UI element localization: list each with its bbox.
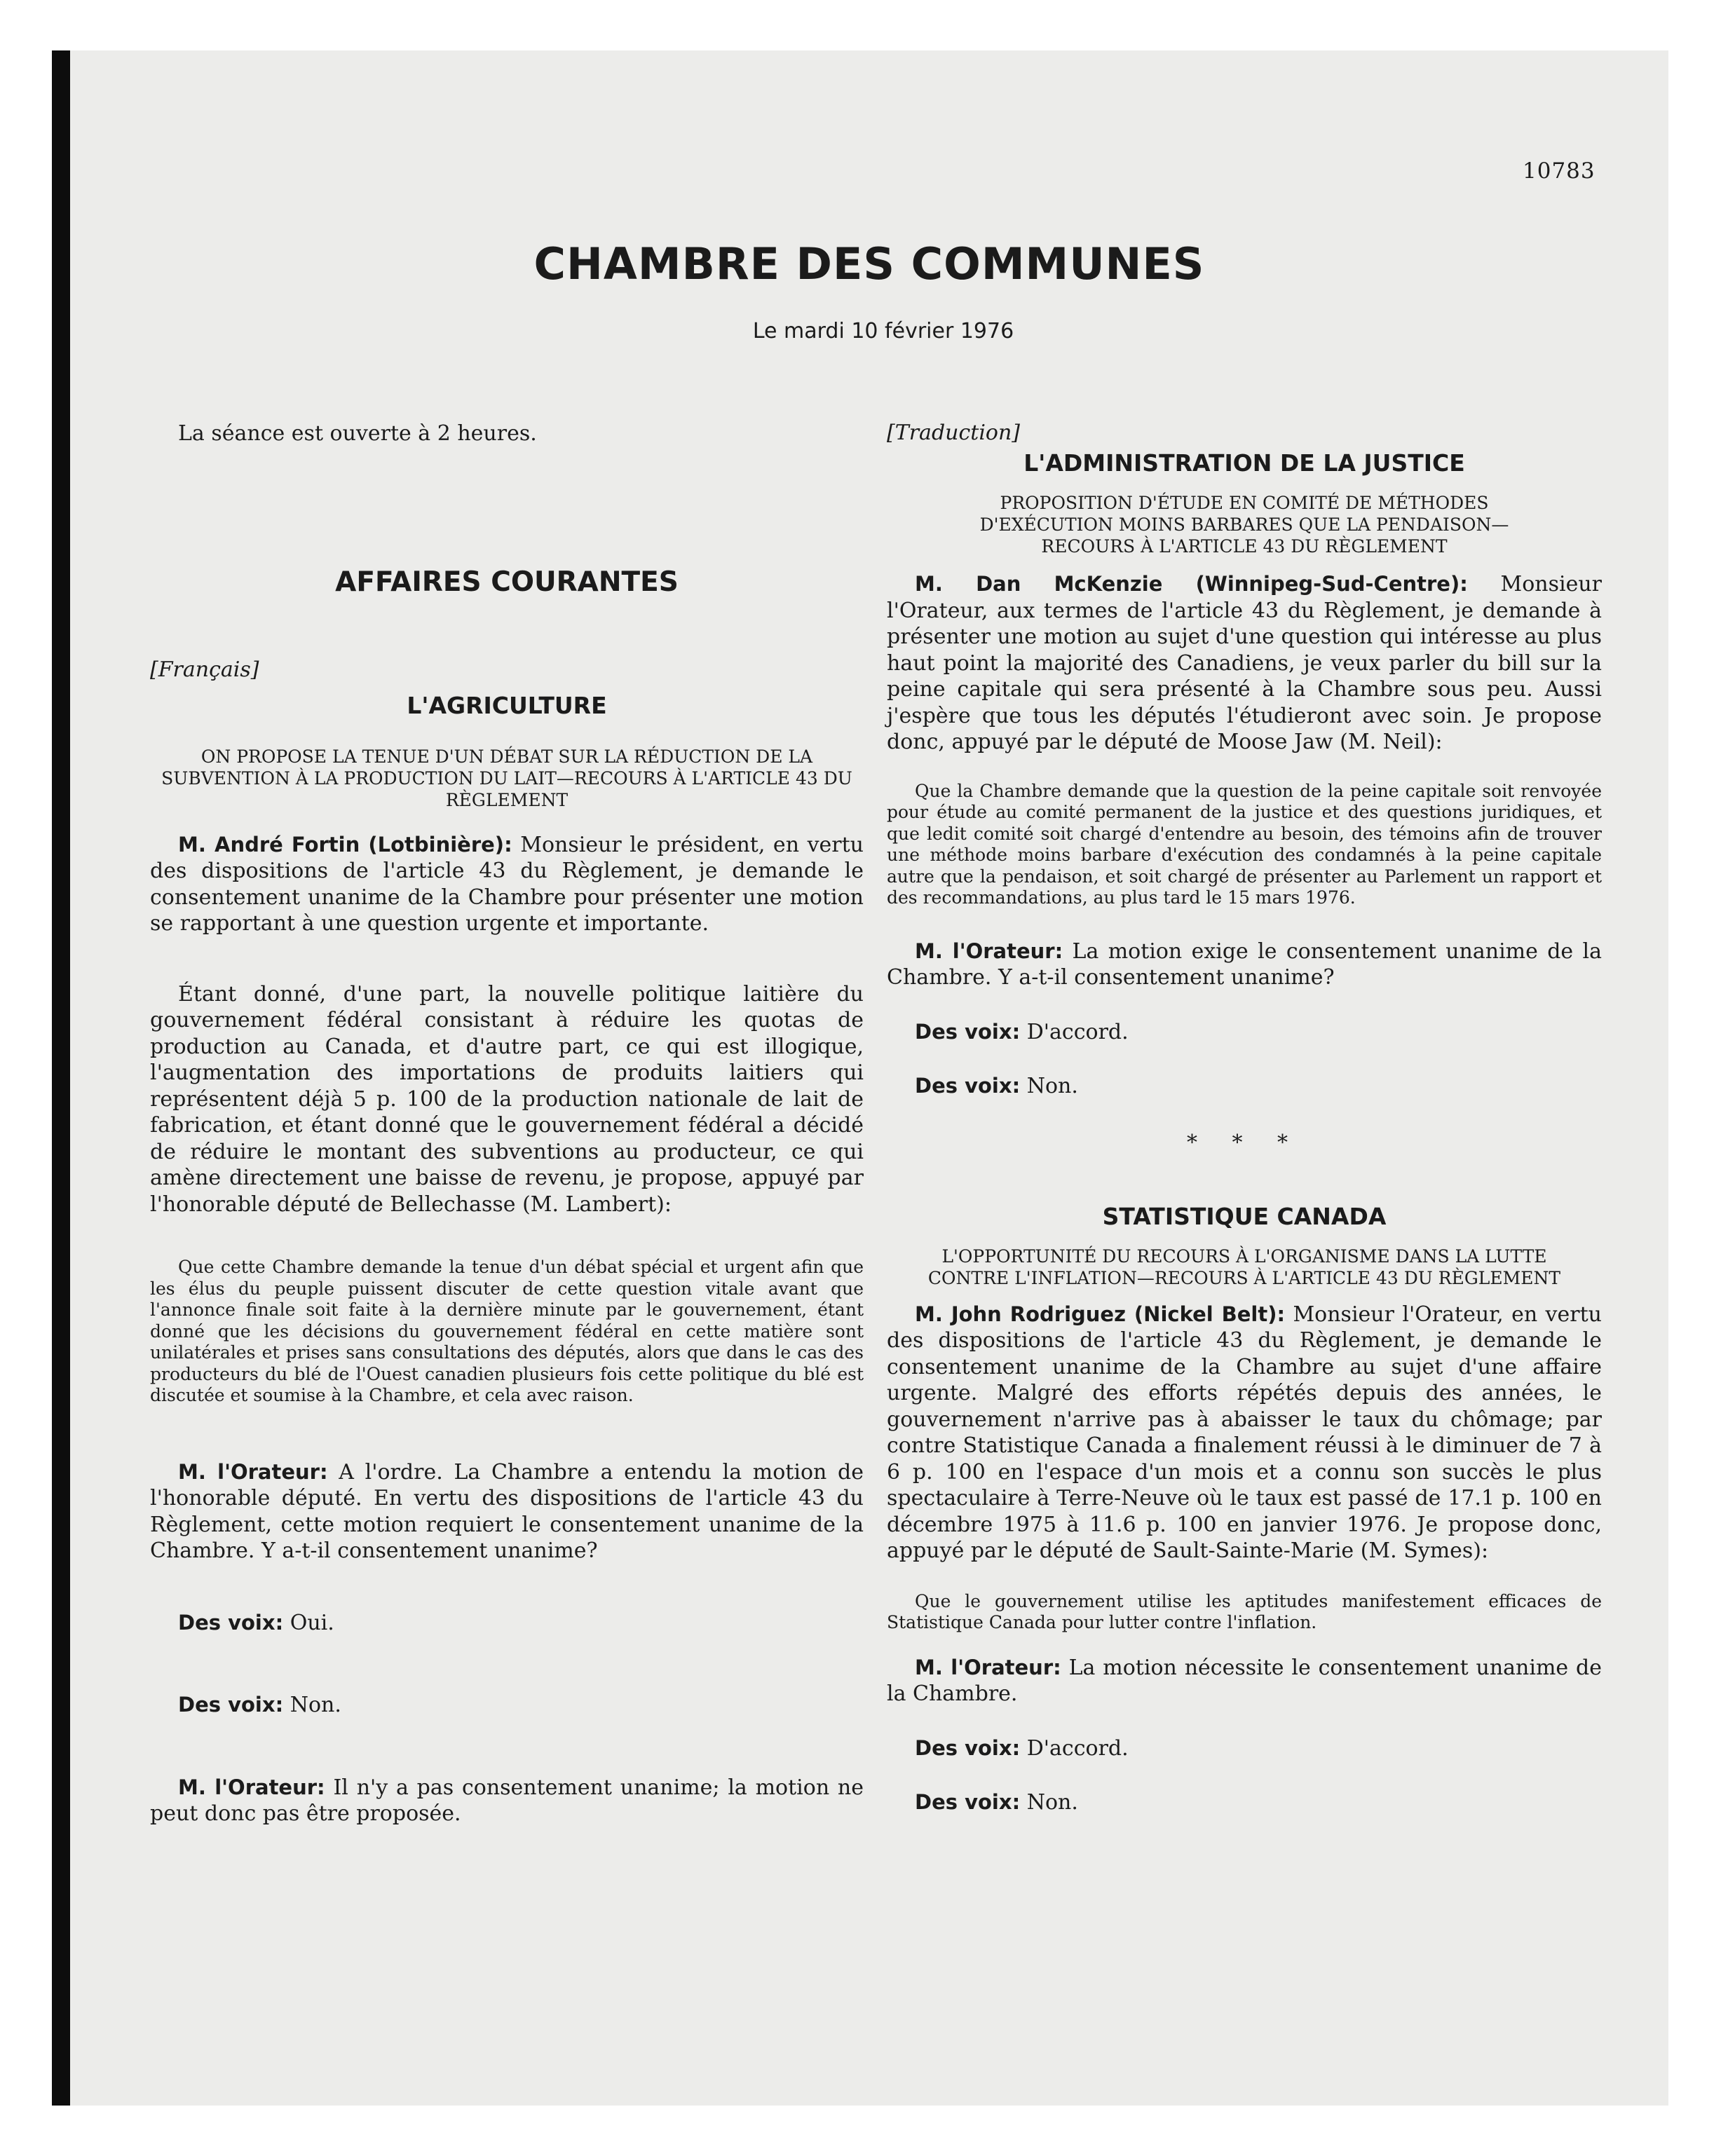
speech-text: A l'ordre. La Chambre a entendu la motion de l'honorable député. En vertu des dispositions de l'article 43 du Règlement, cette motion requiert le consentement unanime de la Chambre. Y a-t-il consentement unanime?	[150, 1459, 864, 1563]
language-note: [Traduction]	[887, 421, 1021, 445]
section-heading: AFFAIRES COURANTES	[335, 566, 679, 598]
topic-heading: L'ADMINISTRATION DE LA JUSTICE	[1023, 449, 1465, 477]
opening-line: La séance est ouverte à 2 heures.	[178, 421, 537, 446]
speaker-name: Des voix:	[178, 1693, 284, 1717]
speech-paragraph	[887, 939, 1602, 991]
speech-text: D'accord.	[1026, 1019, 1129, 1044]
motion-text: Que la Chambre demande que la question de la peine capitale soit renvoyée pour étude au comité permanent de la justice et des questions juridiques, et que ledit comité soit chargé d'entendre au besoin, des témoins afin de trouver une méthode moins barbare d'exécution des condamnés à la peine capitale autre que la pendaison, et soit chargé de présenter au Parlement un rapport et des recommandations, au plus tard le 15 mars 1976.	[887, 780, 1602, 908]
speaker-name: Des voix:	[178, 1610, 284, 1635]
speech-text: D'accord.	[1026, 1735, 1129, 1761]
voices-line	[887, 1019, 1602, 1046]
speech-text: Non.	[290, 1693, 341, 1717]
topic-heading: STATISTIQUE CANADA	[1102, 1202, 1387, 1230]
speech-text: Monsieur l'Orateur, aux termes de l'article 43 du Règlement, je demande à présenter une motion au sujet d'une question qui intéresse au plus haut point la majorité des Canadiens, je veux parler du bill sur la peine capitale qui sera présenté à la Chambre sous peu. Aussi j'espère que tous les députés l'étudieront avec soin. Je propose donc, appuyé par le député de Moose Jaw (M. Neil):	[887, 572, 1602, 754]
speech-paragraph	[887, 1655, 1602, 1707]
sitting-date: Le mardi 10 février 1976	[752, 319, 1014, 343]
speaker-name: M. John Rodriguez (Nickel Belt):	[915, 1302, 1286, 1326]
speaker-name: M. André Fortin (Lotbinière):	[178, 832, 512, 857]
left-column	[150, 421, 864, 1827]
speech-text: Non.	[1026, 1074, 1078, 1098]
speech-text: Il n'y a pas consentement unanime; la motion ne peut donc pas être proposée.	[150, 1775, 864, 1826]
speaker-name: Des voix:	[915, 1019, 1021, 1044]
voices-line	[150, 1692, 864, 1719]
speech-text: La motion nécessite le consentement unanime de la Chambre.	[887, 1655, 1603, 1706]
section-separator: * * *	[1186, 1130, 1302, 1155]
speaker-name: M. l'Orateur:	[915, 1655, 1061, 1679]
speech-paragraph	[150, 832, 864, 937]
scan-binding-edge	[52, 50, 70, 2106]
speaker-name: M. l'Orateur:	[178, 1459, 328, 1484]
topic-subheading: ON PROPOSE LA TENUE D'UN DÉBAT SUR LA RÉDUCTION DE LA SUBVENTION À LA PRODUCTION DU LAIT—RECOURS À L'ARTICLE 43 DU RÈGLEMENT	[161, 746, 852, 810]
page-number: 10783	[1523, 158, 1595, 184]
speaker-name: Des voix:	[915, 1074, 1021, 1098]
speech-text: Oui.	[290, 1610, 334, 1635]
speaker-name: M. l'Orateur:	[178, 1775, 325, 1799]
speech-paragraph	[887, 1302, 1602, 1564]
right-column	[887, 421, 1602, 1816]
speech-paragraph	[887, 571, 1602, 756]
motion-text: Que cette Chambre demande la tenue d'un débat spécial et urgent afin que les élus du peuple puissent discuter de cette question vitale avant que l'annonce finale soit faite à la dernière minute par le gouvernement, étant donné que les décisions du gouvernement fédéral en cette matière sont unilatérales et prises sans consultations des députés, alors que dans le cas des producteurs du blé de l'Ouest canadien plusieurs fois cette politique du blé est discutée et soumise à la Chambre, et cela avec raison.	[150, 1257, 864, 1405]
speech-text: Monsieur le président, en vertu des dispositions de l'article 43 du Règlement, je demande le consentement unanime de la Chambre pour présenter une motion se rapportant à une question urgente et importante.	[150, 832, 864, 936]
speaker-name: Des voix:	[915, 1735, 1021, 1760]
voices-line	[150, 1610, 864, 1637]
speech-paragraph	[150, 1459, 864, 1564]
topic-subheading: L'OPPORTUNITÉ DU RECOURS À L'ORGANISME DANS LA LUTTE CONTRE L'INFLATION—RECOURS À L'ARTICLE 43 DU RÈGLEMENT	[927, 1246, 1561, 1288]
voices-line	[887, 1735, 1602, 1762]
page-title: CHAMBRE DES COMMUNES	[533, 238, 1205, 289]
speaker-name: Des voix:	[915, 1790, 1021, 1814]
motion-text: Que le gouvernement utilise les aptitudes manifestement efficaces de Statistique Canada pour lutter contre l'inflation.	[887, 1590, 1602, 1632]
speaker-name: M. Dan McKenzie (Winnipeg-Sud-Centre):	[915, 572, 1468, 596]
speech-text: La motion exige le consentement unanime de la Chambre. Y a-t-il consentement unanime?	[887, 939, 1602, 990]
voices-line	[887, 1073, 1602, 1100]
motion-preamble: Étant donné, d'une part, la nouvelle politique laitière du gouvernement fédéral consistant à réduire les quotas de production au Canada, et d'autre part, ce qui est illogique, l'augmentation des importations de produits laitiers qui représentent déjà 5 p. 100 de la production nationale de lait de fabrication, et étant donné que le gouvernement fédéral a décidé de réduire le montant des subventions au producteur, ce qui amène directement une baisse de revenu, je propose, appuyé par l'honorable député de Bellechasse (M. Lambert):	[150, 981, 864, 1217]
speech-paragraph	[150, 1775, 864, 1827]
speaker-name: M. l'Orateur:	[915, 939, 1063, 963]
voices-line	[887, 1789, 1602, 1816]
topic-heading: L'AGRICULTURE	[407, 691, 607, 719]
topic-subheading: PROPOSITION D'ÉTUDE EN COMITÉ DE MÉTHODES D'EXÉCUTION MOINS BARBARES QUE LA PENDAISON—RECOURS À L'ARTICLE 43 DU RÈGLEMENT	[979, 493, 1509, 557]
speech-text: Non.	[1026, 1790, 1078, 1815]
speech-text: Monsieur l'Orateur, en vertu des dispositions de l'article 43 du Règlement, je demande le consentement unanime de la Chambre au sujet d'une affaire urgente. Malgré des efforts répétés depuis des années, le gouvernement n'arrive pas à abaisser le taux du chômage; par contre Statistique Canada a finalement réussi à le diminuer de 7 à 6 p. 100 en l'espace d'un mois et a connu son succès le plus spectaculaire à Terre-Neuve où le taux est passé de 17.1 p. 100 en décembre 1975 à 11.6 p. 100 en janvier 1976. Je propose donc, appuyé par le député de Sault-Sainte-Marie (M. Symes):	[887, 1302, 1602, 1563]
language-note: [Français]	[150, 657, 259, 682]
